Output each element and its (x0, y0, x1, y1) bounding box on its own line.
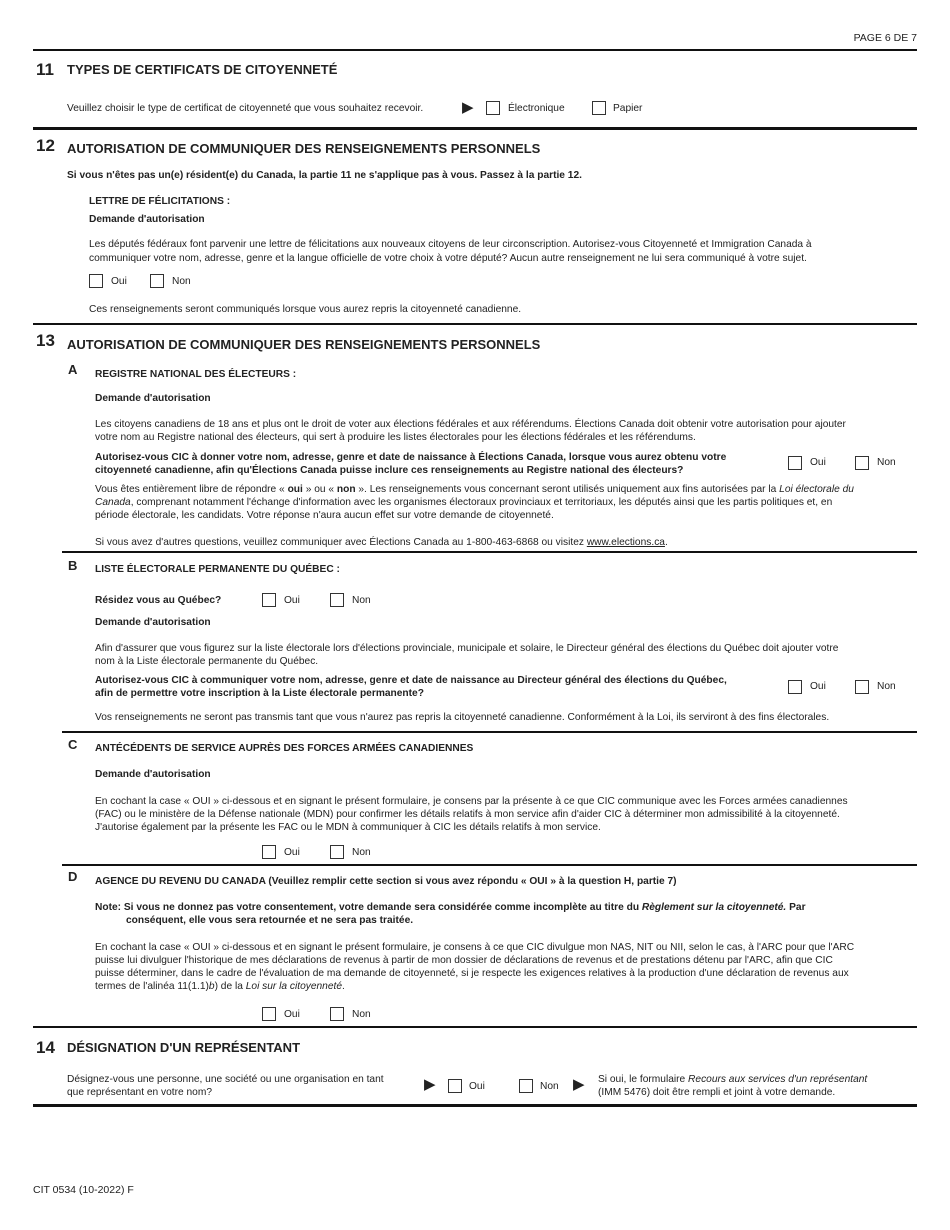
paper-checkbox[interactable] (592, 101, 606, 115)
cra-no-label: Non (352, 1009, 371, 1020)
arrow-right-icon: ▶ (424, 1076, 436, 1093)
section-13-number: 13 (36, 331, 55, 350)
elections-no-label: Non (877, 457, 896, 468)
representative-yes-checkbox[interactable] (448, 1079, 462, 1093)
part-a-free-line2: Canada, comprenant notamment l'échange d'information avec les organismes électoraux provinciaux et territoriaux, les députés ainsi que les partis politiques et, en (95, 497, 833, 508)
cra-no-checkbox[interactable] (330, 1007, 344, 1021)
quebec-list-no-checkbox[interactable] (855, 680, 869, 694)
quebec-resident-yes-checkbox[interactable] (262, 593, 276, 607)
forces-yes-checkbox[interactable] (262, 845, 276, 859)
congrats-footnote: Ces renseignements seront communiqués lorsque vous aurez repris la citoyenneté canadienne. (89, 304, 522, 315)
representative-ifyes-line2: (IMM 5476) doit être rempli et joint à votre demande. (598, 1087, 836, 1098)
representative-no-label: Non (540, 1081, 559, 1092)
quebec-list-yes-label: Oui (810, 681, 826, 692)
arrow-right-icon: ▶ (573, 1076, 585, 1093)
quebec-resident-question: Résidez vous au Québec? (95, 595, 222, 606)
part-d-body-line4: termes de l'alinéa 11(1.1)b) de la Loi sur la citoyenneté. (95, 981, 345, 992)
congrats-no-checkbox[interactable] (150, 274, 164, 288)
paper-label: Papier (613, 103, 643, 114)
part-a-body-line2: votre nom au Registre national des électeurs, qui sert à produire les listes électorales pour les élections fédérales et les référendums. (95, 432, 696, 443)
part-b-letter: B (68, 558, 78, 573)
part-b-body-line2: nom à la Liste électorale permanente du Québec. (95, 656, 319, 667)
part-d-body-line2: puisse lui divulguer l'historique de mes déclarations de revenus à partir de mon dossier de déclarations de revenus et de prestations détenu par l'ARC, afin que CIC (95, 955, 833, 966)
part-d-heading: AGENCE DU REVENU DU CANADA (Veuillez remplir cette section si vous avez répondu « OUI » à la question H, partie 7) (95, 876, 677, 887)
part-d-note-line1: Note: Si vous ne donnez pas votre consentement, votre demande sera considérée comme incomplète au titre du Règlement sur la citoyenneté. Par (95, 902, 806, 913)
part-a-heading: REGISTRE NATIONAL DES ÉLECTEURS : (95, 369, 297, 380)
part-c-body-line3: J'autorise également par la présente les FAC ou le MDN à communiquer à CIC les détails relatifs à mon service. (95, 822, 601, 833)
part-a-free-line1: Vous êtes entièrement libre de répondre « oui » ou « non ». Les renseignements vous concernant seront utilisés uniquement aux fins autorisées par la Loi électorale du (95, 484, 854, 495)
form-code: CIT 0534 (10-2022) F (33, 1184, 134, 1196)
page-label: PAGE 6 DE 7 (853, 32, 917, 44)
part-a-body-line1: Les citoyens canadiens de 18 ans et plus ont le droit de voter aux élections fédérales et aux référendums. Élections Canada doit obtenir votre autorisation pour ajouter (95, 419, 846, 430)
part-c-subheading: Demande d'autorisation (95, 769, 211, 780)
quebec-resident-no-label: Non (352, 595, 371, 606)
section-11-title: TYPES DE CERTIFICATS DE CITOYENNETÉ (67, 62, 338, 77)
quebec-list-no-label: Non (877, 681, 896, 692)
congrats-body-line2: communiquer votre nom, adresse, genre et la langue officielle de votre choix à votre député? Aucun autre renseignement ne lui sera communiqué à votre sujet. (89, 253, 807, 264)
part-a-question-line1: Autorisez-vous CIC à donner votre nom, adresse, genre et date de naissance à Élections Canada, lorsque vous aurez obtenu votre (95, 452, 727, 463)
part-d-body-line1: En cochant la case « OUI » ci-dessous et en signant le présent formulaire, je consens à ce que CIC divulgue mon NAS, NIT ou NII, selon le cas, à l'ARC pour que l'ARC (95, 942, 855, 953)
representative-yes-label: Oui (469, 1081, 485, 1092)
part-b-question-line2: afin de permettre votre inscription à la Liste électorale permanente? (95, 688, 424, 699)
part-b-body-line1: Afin d'assurer que vous figurez sur la liste électorale lors d'élections provinciale, municipale et solaire, le Directeur général des élections du Québec doit ajouter votre (95, 643, 839, 654)
part-b-subheading: Demande d'autorisation (95, 617, 211, 628)
elections-no-checkbox[interactable] (855, 456, 869, 470)
divider (33, 323, 917, 325)
elections-yes-label: Oui (810, 457, 826, 468)
divider (33, 1026, 917, 1028)
section-11-number: 11 (36, 60, 54, 79)
electronic-checkbox[interactable] (486, 101, 500, 115)
part-a-contact: Si vous avez d'autres questions, veuillez communiquer avec Élections Canada au 1-800-463-6868 ou visitez www.elections.ca. (95, 537, 668, 548)
section-12-note: Si vous n'êtes pas un(e) résident(e) du Canada, la partie 11 ne s'applique pas à vous. Passez à la partie 12. (67, 170, 582, 181)
congrats-yes-label: Oui (111, 276, 127, 287)
congrats-body-line1: Les députés fédéraux font parvenir une lettre de félicitations aux nouveaux citoyens de leur circonscription. Autorisez-vous Citoyenneté et Immigration Canada à (89, 239, 812, 250)
forces-no-label: Non (352, 847, 371, 858)
part-b-heading: LISTE ÉLECTORALE PERMANENTE DU QUÉBEC : (95, 564, 340, 575)
forces-no-checkbox[interactable] (330, 845, 344, 859)
part-c-body-line2: (FAC) ou le ministère de la Défense nationale (MDN) pour confirmer les détails relatifs à mon service afin d'aider CIC à déterminer mon admissibilité à la citoyenneté. (95, 809, 840, 820)
divider (33, 1104, 917, 1107)
part-a-free-line3: période électorale, les candidats. Votre réponse n'aura aucun effet sur votre demande de citoyenneté. (95, 510, 554, 521)
section-12-number: 12 (36, 136, 55, 155)
section-12-title: AUTORISATION DE COMMUNIQUER DES RENSEIGNEMENTS PERSONNELS (67, 141, 541, 156)
divider (62, 731, 917, 733)
part-d-note-line2: conséquent, elle vous sera retournée et ne sera pas traitée. (126, 915, 414, 926)
cra-yes-label: Oui (284, 1009, 300, 1020)
electronic-label: Électronique (508, 103, 565, 114)
section-14-title: DÉSIGNATION D'UN REPRÉSENTANT (67, 1040, 301, 1055)
divider (62, 864, 917, 866)
representative-question-line2: que représentant en votre nom? (67, 1087, 212, 1098)
elections-yes-checkbox[interactable] (788, 456, 802, 470)
part-a-subheading: Demande d'autorisation (95, 393, 211, 404)
congrats-no-label: Non (172, 276, 191, 287)
authorization-subheading: Demande d'autorisation (89, 214, 205, 225)
section-14-number: 14 (36, 1038, 55, 1057)
quebec-resident-no-checkbox[interactable] (330, 593, 344, 607)
representative-no-checkbox[interactable] (519, 1079, 533, 1093)
elections-link[interactable]: www.elections.ca (586, 537, 665, 548)
representative-question-line1: Désignez-vous une personne, une société ou une organisation en tant (67, 1074, 384, 1085)
part-d-letter: D (68, 869, 78, 884)
section-13-title: AUTORISATION DE COMMUNIQUER DES RENSEIGNEMENTS PERSONNELS (67, 337, 541, 352)
part-b-question-line1: Autorisez-vous CIC à communiquer votre nom, adresse, genre et date de naissance au Directeur général des élections du Québec, (95, 675, 727, 686)
divider (33, 127, 917, 130)
congrats-heading: LETTRE DE FÉLICITATIONS : (89, 196, 231, 207)
certificate-question: Veuillez choisir le type de certificat de citoyenneté que vous souhaitez recevoir. (67, 103, 424, 114)
divider (62, 551, 917, 553)
quebec-list-yes-checkbox[interactable] (788, 680, 802, 694)
part-a-question-line2: citoyenneté canadienne, afin qu'Élections Canada puisse inclure ces renseignements au Registre national des électeurs? (95, 465, 684, 476)
part-d-body-line3: puisse déterminer, dans le cadre de l'évaluation de ma demande de citoyenneté, si je respecte les exigences relatives à la production d'une déclaration de revenus aux (95, 968, 849, 979)
part-c-heading: ANTÉCÉDENTS DE SERVICE AUPRÈS DES FORCES ARMÉES CANADIENNES (95, 743, 474, 754)
part-a-letter: A (68, 362, 78, 377)
forces-yes-label: Oui (284, 847, 300, 858)
divider (33, 49, 917, 51)
representative-ifyes-line1: Si oui, le formulaire Recours aux services d'un représentant (598, 1074, 868, 1085)
part-c-body-line1: En cochant la case « OUI » ci-dessous et en signant le présent formulaire, je consens par la présente à ce que CIC communique avec les Forces armées canadiennes (95, 796, 848, 807)
cra-yes-checkbox[interactable] (262, 1007, 276, 1021)
quebec-resident-yes-label: Oui (284, 595, 300, 606)
arrow-right-icon: ▶ (462, 99, 474, 116)
part-c-letter: C (68, 737, 78, 752)
congrats-yes-checkbox[interactable] (89, 274, 103, 288)
part-b-footnote: Vos renseignements ne seront pas transmis tant que vous n'aurez pas repris la citoyenneté canadienne. Conformément à la Loi, ils serviront à des fins électorales. (95, 712, 830, 723)
